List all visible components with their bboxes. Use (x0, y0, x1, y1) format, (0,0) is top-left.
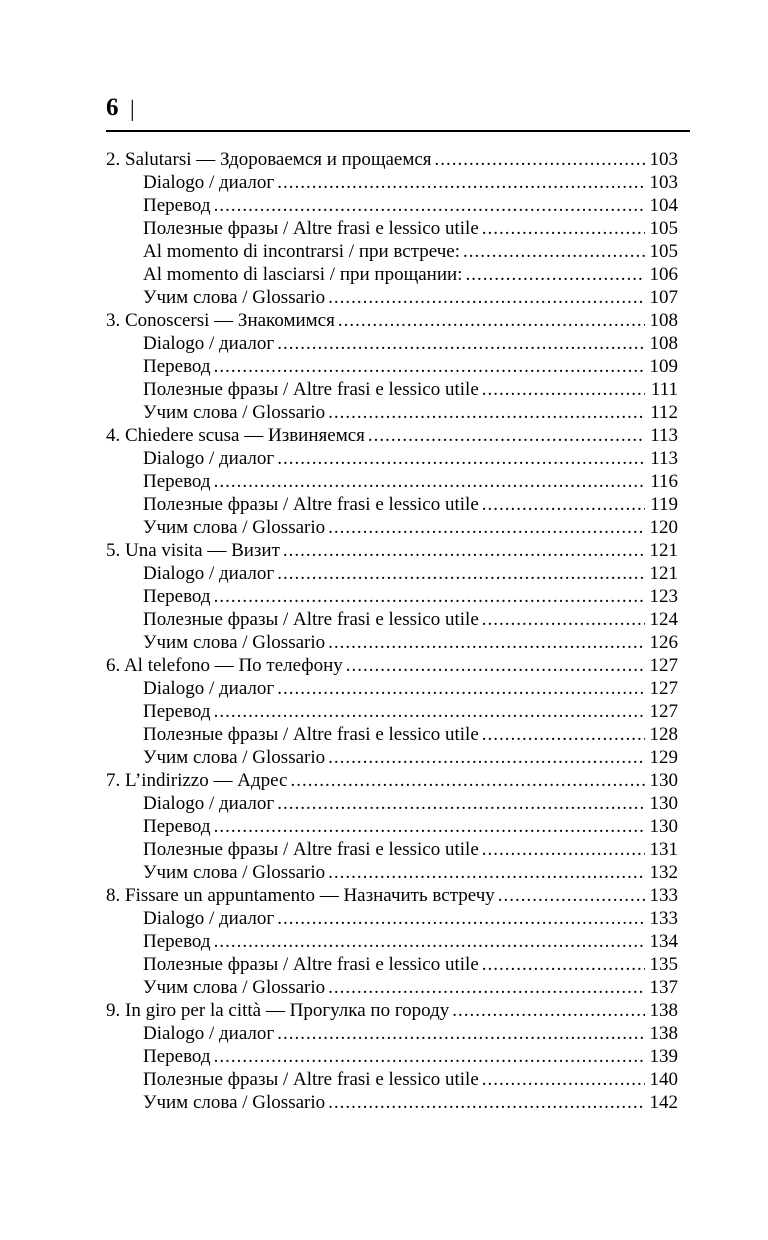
toc-entry-title: 8. Fissare un appuntamento — Назначить встречу (106, 885, 495, 906)
toc-entry-page: 105 (649, 218, 678, 239)
toc-subentry (106, 378, 678, 401)
toc-entry-title: Dialogo / диалог (143, 333, 275, 354)
toc-entry-title: Полезные фразы / Altre frasi e lessico utile (143, 609, 479, 630)
toc-entry-page: 113 (650, 448, 678, 469)
toc-subentry (106, 746, 678, 769)
toc-entry-title: Al momento di lasciarsi / при прощании: (143, 264, 463, 285)
toc-entry-page: 134 (649, 931, 678, 952)
dot-leader (214, 585, 645, 608)
toc-entry-title: Dialogo / диалог (143, 172, 275, 193)
toc-entry-page: 133 (649, 908, 678, 929)
dot-leader (482, 953, 645, 976)
toc-subentry (106, 838, 678, 861)
toc-entry-title: Перевод (143, 586, 211, 607)
toc-entry-title: Dialogo / диалог (143, 793, 275, 814)
toc-entry-title: Dialogo / диалог (143, 448, 275, 469)
dot-leader (277, 1022, 645, 1045)
toc-entry-page: 130 (649, 793, 678, 814)
toc-entry-page: 142 (649, 1092, 678, 1113)
toc-subentry (106, 700, 678, 723)
dot-leader (277, 562, 645, 585)
dot-leader (328, 861, 645, 884)
toc-entry-page: 107 (649, 287, 678, 308)
toc-entry-title: Учим слова / Glossario (143, 1092, 326, 1113)
toc-entry-title: Учим слова / Glossario (143, 402, 326, 423)
toc-entry-page: 119 (650, 494, 678, 515)
toc-entry-page: 108 (649, 333, 678, 354)
dot-leader (328, 286, 645, 309)
dot-leader (277, 792, 645, 815)
toc-subentry (106, 263, 678, 286)
toc-entry-page: 127 (649, 701, 678, 722)
dot-leader (482, 723, 645, 746)
dot-leader (328, 631, 645, 654)
toc-entry-title: Перевод (143, 816, 211, 837)
toc-entry-page: 123 (649, 586, 678, 607)
toc-subentry (106, 1045, 678, 1068)
toc-entry-title: Полезные фразы / Altre frasi e lessico utile (143, 218, 479, 239)
toc-entry-title: 6. Al telefono — По телефону (106, 655, 343, 676)
toc-subentry (106, 907, 678, 930)
toc-entry-page: 109 (649, 356, 678, 377)
toc-entry-title: Перевод (143, 195, 211, 216)
header-rule (106, 130, 690, 132)
toc-chapter-entry (106, 539, 678, 562)
dot-leader (338, 309, 645, 332)
toc-entry-title: Полезные фразы / Altre frasi e lessico utile (143, 494, 479, 515)
toc-entry-title: Полезные фразы / Altre frasi e lessico utile (143, 724, 479, 745)
dot-leader (435, 148, 645, 171)
toc-entry-title: 2. Salutarsi — Здороваемся и прощаемся (106, 149, 432, 170)
toc-entry-title: Dialogo / диалог (143, 1023, 275, 1044)
toc-subentry (106, 585, 678, 608)
toc-entry-page: 131 (649, 839, 678, 860)
toc-entry-title: Полезные фразы / Altre frasi e lessico utile (143, 1069, 479, 1090)
toc-entry-page: 105 (649, 241, 678, 262)
toc-chapter-entry (106, 148, 678, 171)
dot-leader (482, 217, 645, 240)
toc-entry-title: Перевод (143, 1046, 211, 1067)
toc-chapter-entry (106, 999, 678, 1022)
toc-chapter-entry (106, 884, 678, 907)
toc-entry-title: Полезные фразы / Altre frasi e lessico utile (143, 379, 479, 400)
toc-entry-page: 124 (649, 609, 678, 630)
toc-entry-page: 108 (649, 310, 678, 331)
toc-entry-title: Перевод (143, 356, 211, 377)
toc-entry-page: 104 (649, 195, 678, 216)
dot-leader (277, 677, 645, 700)
table-of-contents (106, 148, 678, 1114)
toc-subentry (106, 815, 678, 838)
toc-entry-title: Al momento di incontrarsi / при встрече: (143, 241, 460, 262)
toc-subentry (106, 608, 678, 631)
dot-leader (283, 539, 645, 562)
toc-entry-page: 126 (649, 632, 678, 653)
toc-entry-title: Учим слова / Glossario (143, 747, 326, 768)
toc-subentry (106, 355, 678, 378)
toc-entry-title: Полезные фразы / Altre frasi e lessico utile (143, 954, 479, 975)
dot-leader (328, 746, 645, 769)
toc-entry-title: Учим слова / Glossario (143, 517, 326, 538)
toc-entry-page: 138 (649, 1000, 678, 1021)
toc-entry-page: 120 (649, 517, 678, 538)
toc-subentry (106, 1022, 678, 1045)
toc-subentry (106, 1068, 678, 1091)
toc-subentry (106, 516, 678, 539)
dot-leader (328, 1091, 645, 1114)
toc-subentry (106, 953, 678, 976)
header-separator: | (130, 96, 135, 121)
toc-entry-title: Перевод (143, 701, 211, 722)
dot-leader (482, 608, 645, 631)
toc-entry-page: 127 (649, 655, 678, 676)
toc-subentry (106, 401, 678, 424)
dot-leader (482, 1068, 645, 1091)
toc-entry-page: 121 (649, 563, 678, 584)
dot-leader (214, 930, 645, 953)
toc-entry-page: 130 (649, 816, 678, 837)
toc-entry-page: 140 (649, 1069, 678, 1090)
toc-entry-title: Перевод (143, 931, 211, 952)
toc-entry-title: Dialogo / диалог (143, 563, 275, 584)
toc-entry-page: 103 (649, 172, 678, 193)
toc-entry-title: 4. Chiedere scusa — Извиняемся (106, 425, 365, 446)
dot-leader (214, 194, 645, 217)
toc-subentry (106, 631, 678, 654)
dot-leader (328, 516, 645, 539)
dot-leader (482, 838, 645, 861)
toc-entry-title: 3. Conoscersi — Знакомимся (106, 310, 335, 331)
dot-leader (214, 470, 645, 493)
toc-subentry (106, 1091, 678, 1114)
dot-leader (277, 332, 645, 355)
toc-entry-title: 7. L’indirizzo — Адрес (106, 770, 288, 791)
toc-subentry (106, 240, 678, 263)
toc-entry-title: 9. In giro per la città — Прогулка по городу (106, 1000, 450, 1021)
dot-leader (328, 401, 645, 424)
dot-leader (482, 493, 645, 516)
toc-entry-page: 103 (649, 149, 678, 170)
dot-leader (346, 654, 645, 677)
toc-entry-page: 112 (650, 402, 678, 423)
toc-entry-page: 137 (649, 977, 678, 998)
toc-entry-page: 127 (649, 678, 678, 699)
toc-entry-title: Dialogo / диалог (143, 908, 275, 929)
dot-leader (277, 447, 645, 470)
toc-entry-title: Учим слова / Glossario (143, 862, 326, 883)
dot-leader (277, 171, 645, 194)
toc-entry-page: 138 (649, 1023, 678, 1044)
toc-subentry (106, 562, 678, 585)
dot-leader (290, 769, 645, 792)
toc-entry-page: 128 (649, 724, 678, 745)
toc-entry-page: 121 (649, 540, 678, 561)
dot-leader (277, 907, 645, 930)
toc-entry-page: 113 (650, 425, 678, 446)
toc-subentry (106, 723, 678, 746)
dot-leader (328, 976, 645, 999)
toc-entry-title: Перевод (143, 471, 211, 492)
dot-leader (368, 424, 645, 447)
toc-entry-page: 135 (649, 954, 678, 975)
toc-entry-title: Учим слова / Glossario (143, 287, 326, 308)
toc-subentry (106, 332, 678, 355)
toc-subentry (106, 861, 678, 884)
toc-chapter-entry (106, 769, 678, 792)
toc-subentry (106, 286, 678, 309)
dot-leader (214, 1045, 645, 1068)
toc-entry-page: 106 (649, 264, 678, 285)
toc-subentry (106, 677, 678, 700)
toc-subentry (106, 930, 678, 953)
toc-entry-title: Учим слова / Glossario (143, 977, 326, 998)
dot-leader (498, 884, 645, 907)
page-number: 6 (106, 94, 119, 121)
toc-subentry (106, 792, 678, 815)
toc-entry-title: 5. Una visita — Визит (106, 540, 280, 561)
toc-entry-title: Полезные фразы / Altre frasi e lessico utile (143, 839, 479, 860)
toc-chapter-entry (106, 654, 678, 677)
toc-entry-page: 130 (649, 770, 678, 791)
dot-leader (463, 240, 645, 263)
toc-entry-page: 129 (649, 747, 678, 768)
toc-chapter-entry (106, 424, 678, 447)
dot-leader (214, 355, 645, 378)
toc-entry-title: Dialogo / диалог (143, 678, 275, 699)
dot-leader (465, 263, 645, 286)
toc-subentry (106, 194, 678, 217)
toc-entry-page: 139 (649, 1046, 678, 1067)
toc-subentry (106, 470, 678, 493)
toc-entry-title: Учим слова / Glossario (143, 632, 326, 653)
dot-leader (214, 700, 645, 723)
toc-subentry (106, 493, 678, 516)
toc-entry-page: 133 (649, 885, 678, 906)
toc-entry-page: 111 (650, 379, 678, 400)
toc-chapter-entry (106, 309, 678, 332)
toc-subentry (106, 447, 678, 470)
dot-leader (482, 378, 645, 401)
toc-subentry (106, 171, 678, 194)
toc-entry-page: 116 (650, 471, 678, 492)
toc-subentry (106, 976, 678, 999)
dot-leader (452, 999, 645, 1022)
dot-leader (214, 815, 645, 838)
toc-entry-page: 132 (649, 862, 678, 883)
toc-subentry (106, 217, 678, 240)
page-header (106, 94, 690, 132)
